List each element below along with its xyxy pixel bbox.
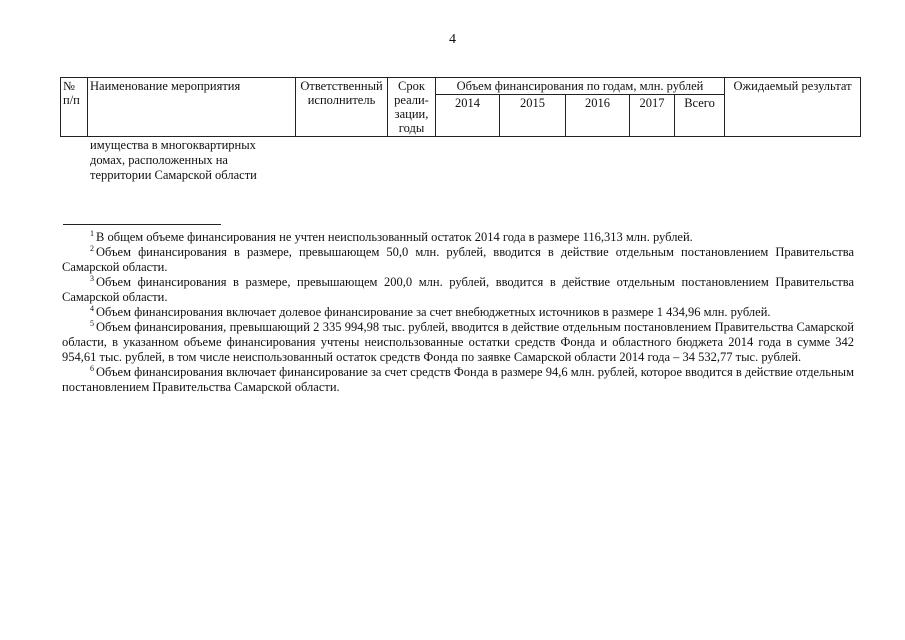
footnote-mark: 1 [90,228,94,238]
col-header-result: Ожидаемый результат [725,78,861,137]
col-header-year-2015: 2015 [500,95,566,137]
col-header-executor: Ответственный исполнитель [296,78,388,137]
col-header-total: Всего [675,95,725,137]
footnote-mark: 5 [90,318,94,328]
footnote-text: Объем финансирования, превышающий 2 335 994,98 тыс. рублей, вводится в действие отдельным постановлением Правительства Самарской области, в указанном объеме финансирования учтены неиспользованные остатки средств Фонда и областного бюджета 2014 года в сумме 342 954,61 тыс. рублей, в том числе неиспользованный остаток средств Фонда по заявке Самарской области 2014 года – 34 532,77 тыс. рублей. [62,320,854,364]
footnote-mark: 2 [90,243,94,253]
footnote-mark: 4 [90,303,94,313]
footnote-2 [62,245,854,275]
col-header-num: № п/п [61,78,88,137]
footnote-mark: 6 [90,363,94,373]
footnote-1 [62,230,854,245]
funding-table [60,77,861,137]
col-header-year-2016: 2016 [566,95,630,137]
footnote-3 [62,275,854,305]
footnote-mark: 3 [90,273,94,283]
col-header-year-2017: 2017 [630,95,675,137]
col-header-term: Срок реали-зации, годы [388,78,436,137]
footnote-5 [62,320,854,365]
footnote-6 [62,365,854,395]
footnotes [62,230,854,395]
footnote-separator [63,224,221,225]
col-header-name: Наименование мероприятия [88,78,296,137]
footnote-text: В общем объеме финансирования не учтен неиспользованный остаток 2014 года в размере 116,313 млн. рублей. [96,230,693,244]
row-continuation-text: имущества в многоквартирных домах, расположенных на территории Самарской области [90,138,257,182]
col-header-funding: Объем финансирования по годам, млн. рублей [436,78,725,95]
footnote-4 [62,305,854,320]
footnote-text: Объем финансирования в размере, превышающем 200,0 млн. рублей, вводится в действие отдельным постановлением Правительства Самарской области. [62,275,854,304]
footnote-text: Объем финансирования включает долевое финансирование за счет внебюджетных источников в размере 1 434,96 млн. рублей. [96,305,771,319]
footnote-text: Объем финансирования в размере, превышающем 50,0 млн. рублей, вводится в действие отдельным постановлением Правительства Самарской области. [62,245,854,274]
footnote-text: Объем финансирования включает финансирование за счет средств Фонда в размере 94,6 млн. рублей, которое вводится в действие отдельным постановлением Правительства Самарской области. [62,365,854,394]
col-header-year-2014: 2014 [436,95,500,137]
page-number: 4 [449,32,456,47]
